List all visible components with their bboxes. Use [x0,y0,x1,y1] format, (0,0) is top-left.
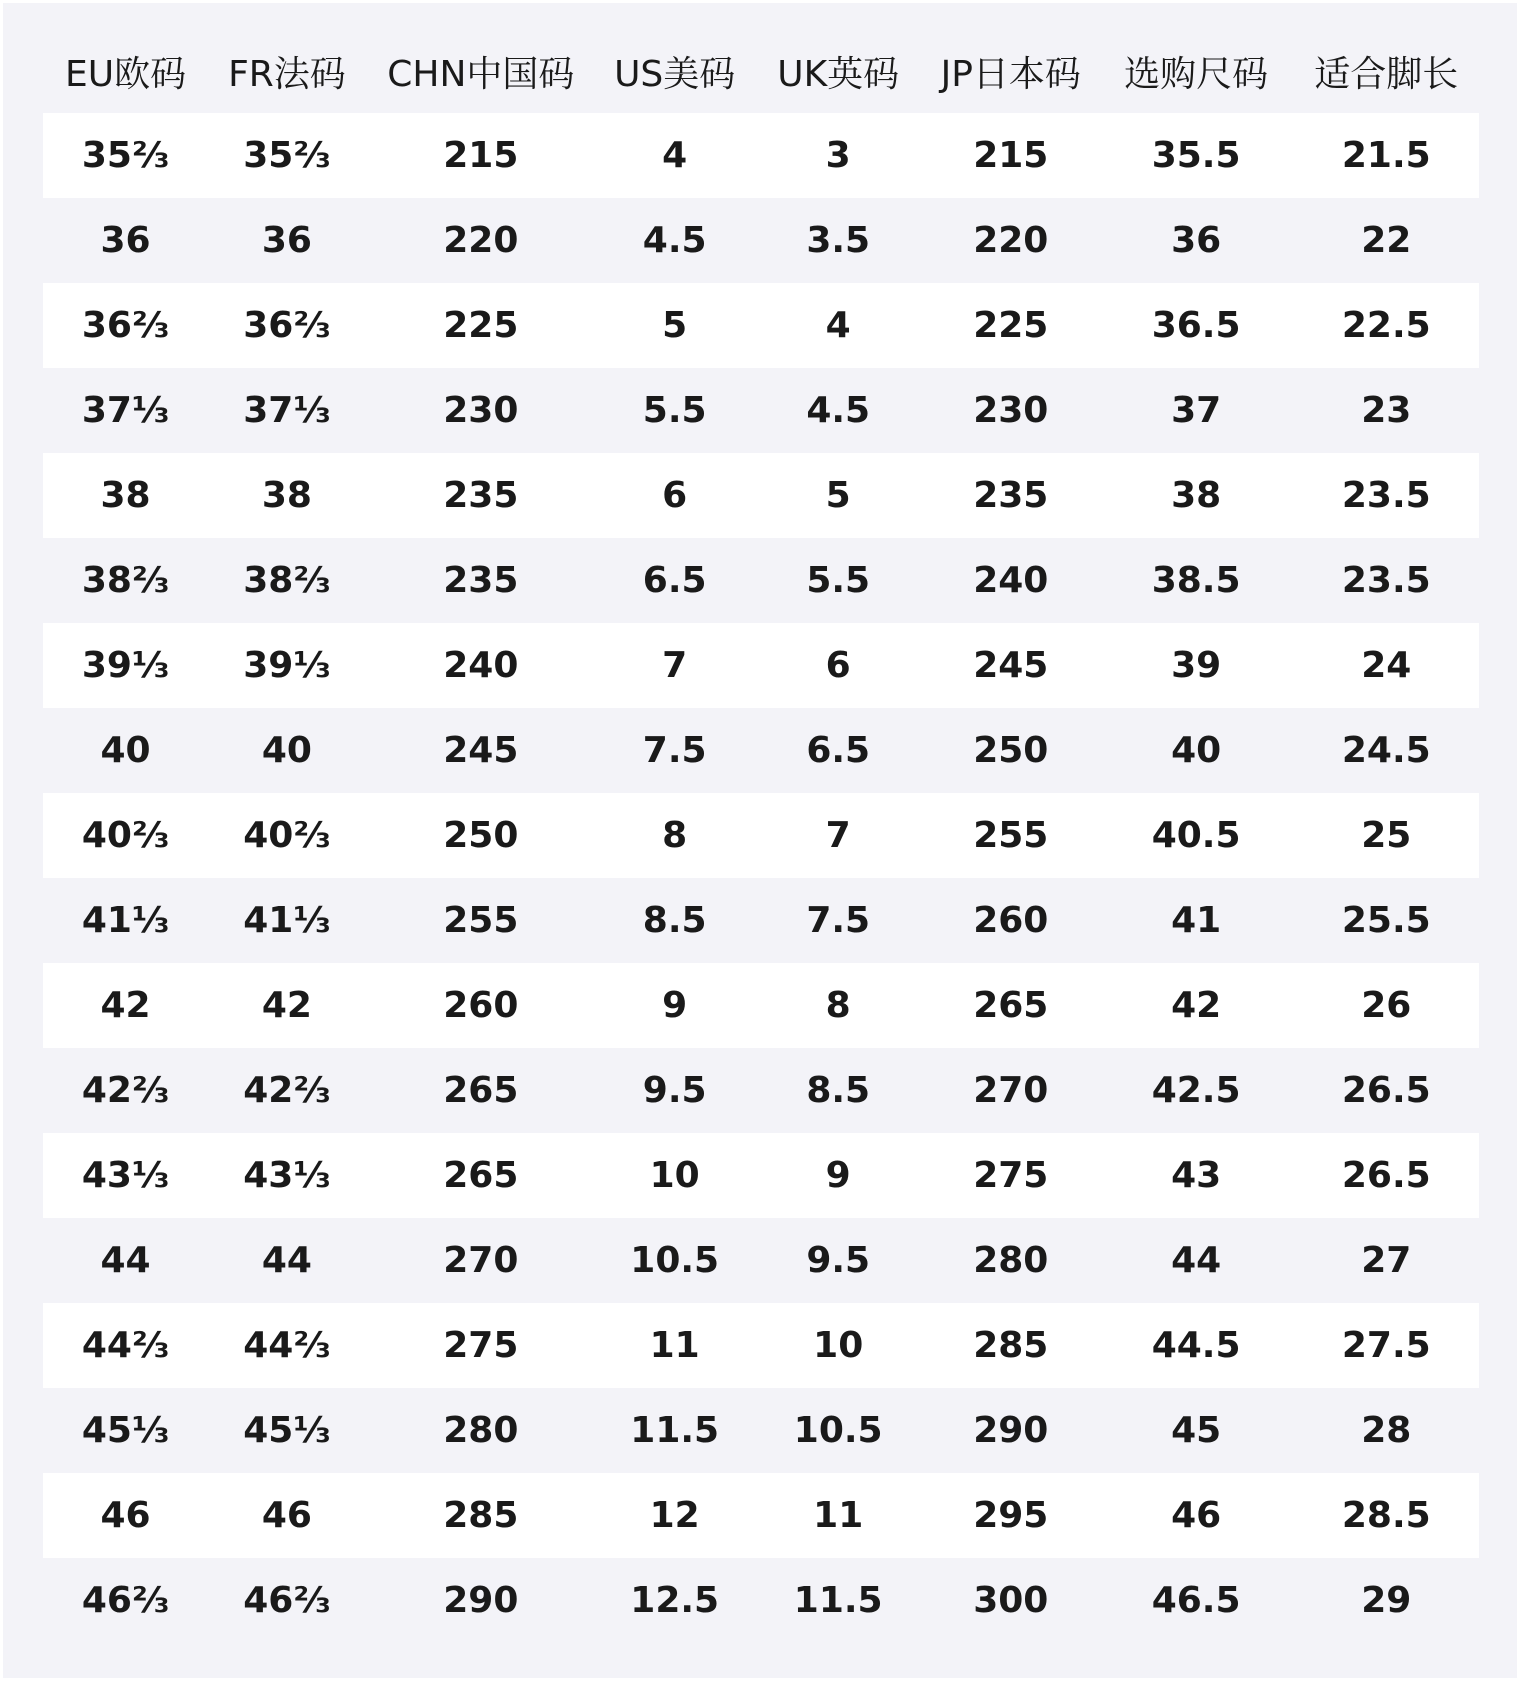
table-row [43,198,1479,283]
cell-purchase-size: 35.5 [1099,113,1294,198]
cell-fr: 37⅓ [208,368,366,453]
cell-foot-length: 26 [1294,963,1479,1048]
cell-eu: 44 [43,1218,208,1303]
cell-purchase-size: 39 [1099,623,1294,708]
cell-jp: 260 [923,878,1099,963]
cell-fr: 36⅔ [208,283,366,368]
header-uk: UK英码 [777,53,900,95]
cell-purchase-size: 45 [1099,1388,1294,1473]
table-row [43,1558,1479,1643]
cell-eu: 35⅔ [43,113,208,198]
size-rows [43,113,1479,1643]
cell-us: 5 [596,283,754,368]
cell-jp: 290 [923,1388,1099,1473]
cell-uk: 4.5 [754,368,923,453]
cell-fr: 45⅓ [208,1388,366,1473]
cell-chn: 235 [366,453,596,538]
table-row [43,368,1479,453]
cell-eu: 39⅓ [43,623,208,708]
cell-uk: 4 [754,283,923,368]
cell-chn: 240 [366,623,596,708]
cell-uk: 9 [754,1133,923,1218]
cell-uk: 6.5 [754,708,923,793]
cell-chn: 250 [366,793,596,878]
cell-fr: 46⅔ [208,1558,366,1643]
cell-us: 12.5 [596,1558,754,1643]
cell-eu: 44⅔ [43,1303,208,1388]
cell-chn: 230 [366,368,596,453]
cell-uk: 8.5 [754,1048,923,1133]
cell-chn: 245 [366,708,596,793]
cell-eu: 42⅔ [43,1048,208,1133]
cell-chn: 290 [366,1558,596,1643]
cell-jp: 215 [923,113,1099,198]
cell-chn: 235 [366,538,596,623]
cell-foot-length: 29 [1294,1558,1479,1643]
cell-chn: 280 [366,1388,596,1473]
cell-jp: 280 [923,1218,1099,1303]
table-row [43,963,1479,1048]
cell-fr: 43⅓ [208,1133,366,1218]
cell-fr: 36 [208,198,366,283]
cell-foot-length: 26.5 [1294,1048,1479,1133]
cell-purchase-size: 36.5 [1099,283,1294,368]
cell-foot-length: 21.5 [1294,113,1479,198]
cell-us: 8.5 [596,878,754,963]
cell-uk: 7 [754,793,923,878]
table-row [43,878,1479,963]
cell-jp: 235 [923,453,1099,538]
cell-purchase-size: 38 [1099,453,1294,538]
cell-chn: 260 [366,963,596,1048]
cell-foot-length: 27.5 [1294,1303,1479,1388]
cell-us: 5.5 [596,368,754,453]
table-row [43,1473,1479,1558]
cell-uk: 3 [754,113,923,198]
cell-us: 10.5 [596,1218,754,1303]
cell-foot-length: 22 [1294,198,1479,283]
header-us: US美码 [614,53,736,95]
table-row [43,1133,1479,1218]
cell-chn: 225 [366,283,596,368]
table-row [43,1218,1479,1303]
cell-fr: 44⅔ [208,1303,366,1388]
cell-jp: 240 [923,538,1099,623]
cell-fr: 41⅓ [208,878,366,963]
cell-us: 4.5 [596,198,754,283]
cell-jp: 300 [923,1558,1099,1643]
cell-fr: 35⅔ [208,113,366,198]
header-fr: FR法码 [228,53,346,95]
cell-jp: 270 [923,1048,1099,1133]
table-row [43,793,1479,878]
cell-jp: 275 [923,1133,1099,1218]
cell-fr: 40 [208,708,366,793]
cell-foot-length: 28 [1294,1388,1479,1473]
cell-uk: 5 [754,453,923,538]
cell-chn: 285 [366,1473,596,1558]
cell-fr: 44 [208,1218,366,1303]
cell-chn: 265 [366,1048,596,1133]
header-chn: CHN中国码 [387,53,575,95]
cell-foot-length: 28.5 [1294,1473,1479,1558]
cell-purchase-size: 46.5 [1099,1558,1294,1643]
cell-us: 8 [596,793,754,878]
cell-eu: 45⅓ [43,1388,208,1473]
cell-eu: 40⅔ [43,793,208,878]
cell-uk: 9.5 [754,1218,923,1303]
table-row [43,538,1479,623]
cell-us: 6 [596,453,754,538]
cell-us: 10 [596,1133,754,1218]
cell-chn: 215 [366,113,596,198]
cell-us: 6.5 [596,538,754,623]
cell-uk: 6 [754,623,923,708]
cell-fr: 38 [208,453,366,538]
cell-eu: 46 [43,1473,208,1558]
cell-foot-length: 25.5 [1294,878,1479,963]
cell-foot-length: 26.5 [1294,1133,1479,1218]
cell-uk: 10 [754,1303,923,1388]
cell-purchase-size: 40.5 [1099,793,1294,878]
cell-fr: 39⅓ [208,623,366,708]
cell-foot-length: 23.5 [1294,538,1479,623]
header-foot-length: 适合脚长 [1314,53,1459,95]
cell-fr: 42⅔ [208,1048,366,1133]
cell-us: 11.5 [596,1388,754,1473]
table-row [43,113,1479,198]
header-purchase-size: 选购尺码 [1124,53,1269,95]
cell-foot-length: 24.5 [1294,708,1479,793]
cell-jp: 245 [923,623,1099,708]
cell-us: 9.5 [596,1048,754,1133]
cell-uk: 5.5 [754,538,923,623]
cell-purchase-size: 46 [1099,1473,1294,1558]
cell-purchase-size: 42 [1099,963,1294,1048]
cell-us: 4 [596,113,754,198]
cell-eu: 38 [43,453,208,538]
cell-eu: 46⅔ [43,1558,208,1643]
cell-eu: 36⅔ [43,283,208,368]
cell-jp: 285 [923,1303,1099,1388]
cell-eu: 36 [43,198,208,283]
cell-jp: 295 [923,1473,1099,1558]
cell-uk: 11 [754,1473,923,1558]
header-eu: EU欧码 [65,53,187,95]
cell-fr: 42 [208,963,366,1048]
cell-eu: 42 [43,963,208,1048]
cell-eu: 38⅔ [43,538,208,623]
table-row [43,1388,1479,1473]
cell-eu: 40 [43,708,208,793]
cell-chn: 275 [366,1303,596,1388]
cell-eu: 37⅓ [43,368,208,453]
cell-us: 11 [596,1303,754,1388]
cell-jp: 225 [923,283,1099,368]
cell-chn: 270 [366,1218,596,1303]
cell-eu: 41⅓ [43,878,208,963]
cell-foot-length: 24 [1294,623,1479,708]
cell-uk: 3.5 [754,198,923,283]
table-row [43,1303,1479,1388]
table-row [43,1048,1479,1133]
cell-foot-length: 27 [1294,1218,1479,1303]
table-row [43,708,1479,793]
header-row [43,29,1479,113]
cell-eu: 43⅓ [43,1133,208,1218]
cell-uk: 11.5 [754,1558,923,1643]
cell-purchase-size: 38.5 [1099,538,1294,623]
cell-jp: 230 [923,368,1099,453]
cell-purchase-size: 42.5 [1099,1048,1294,1133]
table-row [43,623,1479,708]
cell-foot-length: 23 [1294,368,1479,453]
size-chart-panel [3,3,1517,1678]
cell-fr: 38⅔ [208,538,366,623]
cell-purchase-size: 36 [1099,198,1294,283]
cell-uk: 8 [754,963,923,1048]
cell-uk: 10.5 [754,1388,923,1473]
cell-jp: 250 [923,708,1099,793]
cell-foot-length: 25 [1294,793,1479,878]
cell-jp: 255 [923,793,1099,878]
cell-purchase-size: 40 [1099,708,1294,793]
cell-foot-length: 23.5 [1294,453,1479,538]
cell-purchase-size: 43 [1099,1133,1294,1218]
cell-us: 9 [596,963,754,1048]
cell-purchase-size: 44.5 [1099,1303,1294,1388]
header-jp: JP日本码 [940,53,1081,95]
cell-purchase-size: 37 [1099,368,1294,453]
cell-uk: 7.5 [754,878,923,963]
cell-jp: 220 [923,198,1099,283]
cell-fr: 46 [208,1473,366,1558]
cell-chn: 255 [366,878,596,963]
cell-foot-length: 22.5 [1294,283,1479,368]
cell-jp: 265 [923,963,1099,1048]
shoe-size-table [43,29,1479,1643]
table-row [43,453,1479,538]
cell-purchase-size: 41 [1099,878,1294,963]
table-row [43,283,1479,368]
cell-purchase-size: 44 [1099,1218,1294,1303]
cell-us: 12 [596,1473,754,1558]
cell-chn: 220 [366,198,596,283]
cell-us: 7.5 [596,708,754,793]
cell-us: 7 [596,623,754,708]
cell-chn: 265 [366,1133,596,1218]
cell-fr: 40⅔ [208,793,366,878]
